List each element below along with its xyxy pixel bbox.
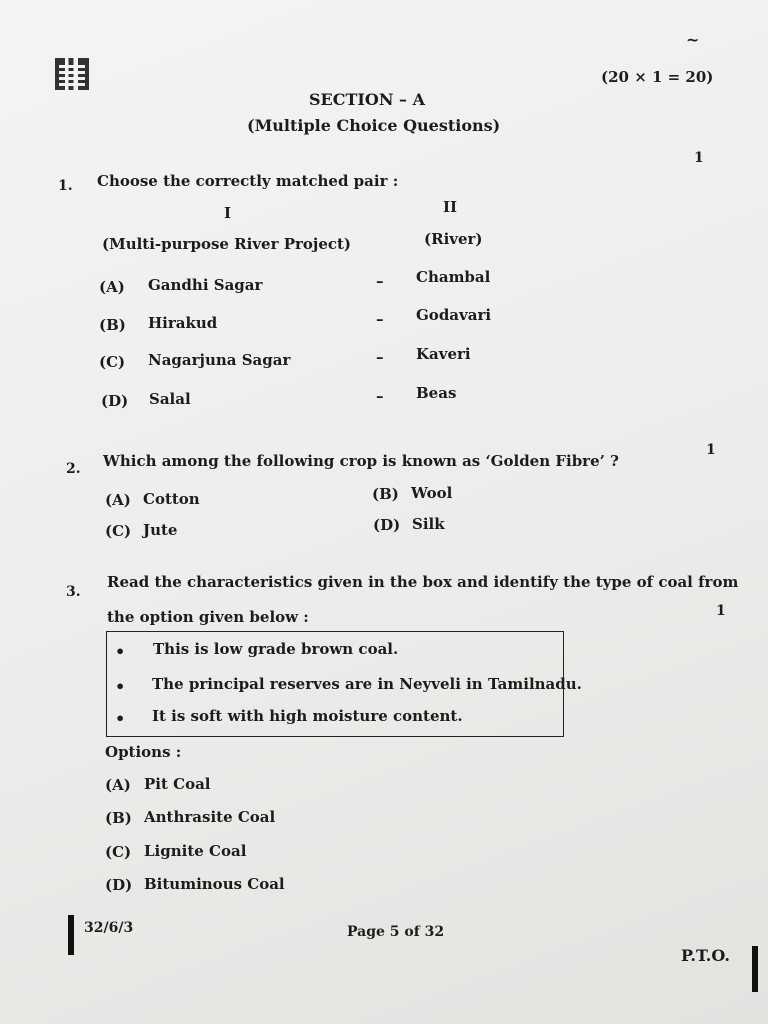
q1-col2-numeral: II [443, 198, 458, 216]
section-subtitle: (Multiple Choice Questions) [247, 116, 501, 135]
q2-option-label: (B) [372, 485, 399, 503]
q1-option-label: (C) [99, 353, 126, 371]
q1-dash: – [376, 387, 384, 405]
qr-code-icon [55, 58, 89, 90]
q2-number: 2. [66, 461, 81, 477]
q1-option-river: Godavari [416, 306, 492, 324]
q1-option-project: Nagarjuna Sagar [148, 351, 291, 369]
q3-number: 3. [66, 584, 81, 600]
page-number: Page 5 of 32 [347, 924, 445, 940]
q3-marks: 1 [716, 603, 726, 619]
q2-text: Which among the following crop is known as ‘Golden Fibre’ ? [103, 452, 619, 470]
tilde-mark: ~ [686, 30, 700, 49]
q1-option-label: (B) [99, 316, 126, 334]
q1-dash: – [376, 348, 384, 366]
q2-option-text: Jute [143, 521, 178, 539]
bullet-icon: • [115, 642, 126, 661]
bullet-icon: • [115, 677, 126, 696]
q1-col1-numeral: I [224, 204, 232, 222]
q1-text: Choose the correctly matched pair : [97, 172, 399, 190]
q3-option-label: (C) [105, 843, 132, 861]
q1-number: 1. [58, 178, 73, 194]
q1-col1-header: (Multi-purpose River Project) [102, 235, 352, 253]
q3-option-text: Anthrasite Coal [144, 808, 276, 826]
q2-option-text: Cotton [143, 490, 200, 508]
marks-scheme: (20 × 1 = 20) [601, 68, 714, 86]
section-title: SECTION – A [309, 90, 425, 109]
q1-dash: – [376, 272, 384, 290]
q1-option-project: Salal [149, 390, 191, 408]
q3-option-text: Pit Coal [144, 775, 211, 793]
footer-bar-right [752, 946, 758, 992]
q1-option-label: (A) [99, 278, 125, 296]
q1-col2-header: (River) [424, 230, 483, 248]
footer-bar-left [68, 915, 74, 955]
q1-dash: – [376, 310, 384, 328]
q1-option-label: (D) [101, 392, 129, 410]
q2-option-label: (D) [373, 516, 401, 534]
q2-option-label: (C) [105, 522, 132, 540]
q3-option-label: (B) [105, 809, 132, 827]
box-item: The principal reserves are in Neyveli in Tamilnadu. [152, 675, 582, 693]
pto-label: P.T.O. [681, 946, 730, 965]
q1-marks: 1 [694, 150, 704, 166]
bullet-icon: • [115, 709, 126, 728]
q3-option-text: Bituminous Coal [144, 875, 285, 893]
q2-option-text: Wool [411, 484, 453, 502]
q3-option-label: (A) [105, 776, 131, 794]
q1-option-river: Beas [416, 384, 457, 402]
q2-option-label: (A) [105, 491, 131, 509]
q1-option-project: Hirakud [148, 314, 218, 332]
q3-option-text: Lignite Coal [144, 842, 247, 860]
q1-option-river: Chambal [416, 268, 491, 286]
q1-option-river: Kaveri [416, 345, 471, 363]
q2-marks: 1 [706, 442, 716, 458]
q3-text-line1: Read the characteristics given in the box and identify the type of coal from [107, 573, 739, 591]
box-item: It is soft with high moisture content. [152, 707, 463, 725]
q1-option-project: Gandhi Sagar [148, 276, 263, 294]
options-label: Options : [105, 743, 182, 761]
q2-option-text: Silk [412, 515, 445, 533]
paper-code: 32/6/3 [84, 920, 134, 936]
q3-option-label: (D) [105, 876, 133, 894]
box-item: This is low grade brown coal. [153, 640, 399, 658]
q3-text-line2: the option given below : [107, 608, 309, 626]
